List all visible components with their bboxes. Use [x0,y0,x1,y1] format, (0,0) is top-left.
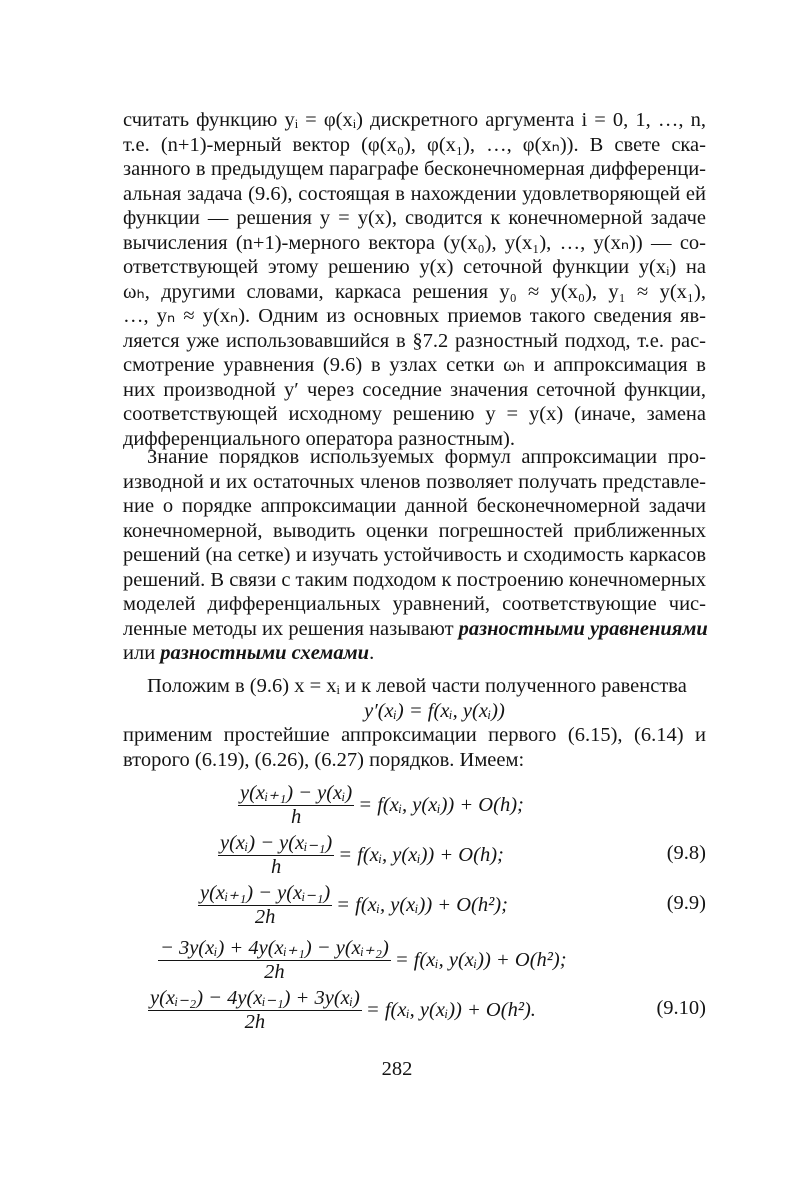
equation-9-9 [123,880,706,930]
denominator: h [290,805,302,828]
equation-number: (9.10) [656,997,706,1019]
text-line: занного в предыдущем параграфе бесконечномерная дифференци- [123,158,706,180]
text-line: ние о порядке аппроксимации данной бесконечномерной задачи [123,495,706,517]
text-line: т.е. (n+1)-мерный вектор (φ(x₀), φ(x₁), …, φ(xₙ)). В свете ска- [123,133,706,156]
rhs: = f(xᵢ, y(xᵢ)) + O(h²); [336,893,508,916]
text: или [123,642,161,664]
text-line: ответствующей этому решению y(x) сеточной функции y(xᵢ) на [123,256,706,278]
numerator: y(xᵢ₋₂) − 4y(xᵢ₋₁) + 3y(xᵢ) [150,986,360,1009]
text-line: второго (6.19), (6.26), (6.27) порядков. Имеем: [123,748,525,771]
text-line: моделей дифференциальных уравнений, соответствующие чис- [123,593,706,615]
text-line: них производной y′ через соседние значения сеточной функции, [123,378,706,401]
equation-9-10 [123,985,706,1035]
text-line [123,617,706,642]
equation-1 [123,780,706,830]
denominator: 2h [244,1010,266,1033]
rhs: = f(xᵢ, y(xᵢ)) + O(h²). [365,998,536,1021]
text-line: вычисления (n+1)-мерного вектора (y(x₀), y(x₁), …, y(xₙ)) — со- [123,231,706,254]
text-line: …, yₙ ≈ y(xₙ). Одним из основных приемов такого сведения яв- [123,305,706,327]
text-line: решений (на сетке) и изучать устойчивость и сходимость каркасов [123,544,706,566]
emphasis-term: разностными схемами [160,642,370,664]
equation-9-8 [123,830,706,880]
equation-number: (9.8) [666,842,706,864]
numerator: y(xᵢ) − y(xᵢ₋₁) [220,831,333,854]
text-line [123,641,706,666]
emphasis-term: разностными уравнениями [458,617,708,640]
text-line: изводной и их остаточных членов позволяет получать представле- [123,470,706,493]
text-line: конечномерной, выводить оценки погрешностей приближенных [123,519,706,542]
denominator: h [270,855,282,878]
text-line: функции — решения y = y(x), сводится к конечномерной задаче [123,207,706,229]
text-line: считать функцию yᵢ = φ(xᵢ) дискретного аргумента i = 0, 1, …, n, [123,109,706,131]
rhs: = f(xᵢ, y(xᵢ)) + O(h²); [394,948,567,971]
denominator: 2h [264,960,285,983]
text-line: смотрение уравнения (9.6) в узлах сетки ωₕ и аппроксимация в [123,354,706,376]
text-line: Знание порядков используемых формул аппроксимации про- [147,446,706,468]
text-line: ляется уже использовавшийся в §7.2 разностный подход, т.е. рас- [123,329,706,352]
text-line: решений. В связи с таким подходом к построению конечномерных [123,568,706,591]
paragraph-3 [123,674,706,772]
page-number: 282 [381,1058,413,1080]
text-line: применим простейшие аппроксимации первого (6.15), (6.14) и [123,724,706,746]
text: . [369,642,375,664]
text-line: альная задача (9.6), состоящая в нахождении удовлетворяющей ей [123,182,706,205]
text-line: дифференциального оператора разностным). [123,427,516,450]
rhs: = f(xᵢ, y(xᵢ)) + O(h); [358,793,524,816]
equation-4 [123,935,706,985]
equation-number: (9.9) [666,892,706,914]
numerator: y(xᵢ₊₁) − y(xᵢ₋₁) [200,881,331,904]
inline-formula: y′(xᵢ) = f(xᵢ, y(xᵢ)) [364,699,505,722]
text-line: соответствующей исходному решению y = y(x) (иначе, замена [123,403,706,425]
numerator: − 3y(xᵢ) + 4y(xᵢ₊₁) − y(xᵢ₊₂) [160,936,389,959]
rhs: = f(xᵢ, y(xᵢ)) + O(h); [338,843,504,866]
text: ленные методы их решения называют [123,617,459,640]
numerator: y(xᵢ₊₁) − y(xᵢ) [240,781,353,804]
denominator: 2h [254,905,276,928]
paragraph-2 [123,445,706,666]
text-line: ωₕ, другими словами, каркаса решения y₀ ≈ y(x₀), y₁ ≈ y(x₁), [123,280,706,303]
paragraph-1 [123,108,706,451]
text-line: Положим в (9.6) x = xᵢ и к левой части полученного равенства [147,675,687,697]
